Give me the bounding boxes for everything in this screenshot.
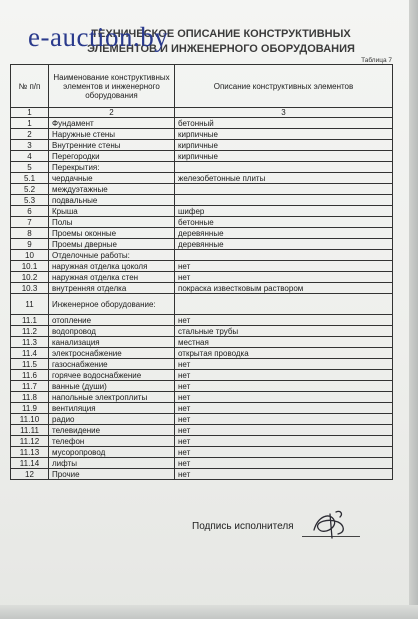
- row-description-cell: покраска известковым раствором: [175, 283, 393, 294]
- row-description-cell: железобетонные плиты: [175, 173, 393, 184]
- row-name-cell: отопление: [49, 315, 175, 326]
- row-number-cell: 5.2: [11, 184, 49, 195]
- row-number-cell: 8: [11, 228, 49, 239]
- row-number-cell: 10.3: [11, 283, 49, 294]
- row-description-cell: нет: [175, 370, 393, 381]
- row-number-cell: 11.5: [11, 359, 49, 370]
- row-name-cell: газоснабжение: [49, 359, 175, 370]
- table-row: [11, 337, 393, 348]
- row-number-cell: 11.14: [11, 458, 49, 469]
- table-row: [11, 184, 393, 195]
- row-name-cell: подвальные: [49, 195, 175, 206]
- table-row: [11, 217, 393, 228]
- table-row: [11, 272, 393, 283]
- row-number-cell: 10.2: [11, 272, 49, 283]
- row-description-cell: нет: [175, 469, 393, 480]
- row-description-cell: [175, 294, 393, 315]
- row-number-cell: 3: [11, 140, 49, 151]
- row-number-cell: 11.7: [11, 381, 49, 392]
- table-row: [11, 326, 393, 337]
- row-number-cell: 9: [11, 239, 49, 250]
- table-row: [11, 206, 393, 217]
- row-number-cell: 2: [11, 129, 49, 140]
- row-name-cell: междуэтажные: [49, 184, 175, 195]
- row-name-cell: Инженерное оборудование:: [49, 294, 175, 315]
- row-description-cell: местная: [175, 337, 393, 348]
- row-name-cell: Внутренние стены: [49, 140, 175, 151]
- row-number-cell: 11.3: [11, 337, 49, 348]
- table-row: [11, 315, 393, 326]
- table-row: [11, 294, 393, 315]
- table-row: [11, 447, 393, 458]
- row-number-cell: 5.1: [11, 173, 49, 184]
- row-number-cell: 11.12: [11, 436, 49, 447]
- row-name-cell: водопровод: [49, 326, 175, 337]
- row-description-cell: нет: [175, 359, 393, 370]
- row-description-cell: нет: [175, 403, 393, 414]
- title-line-1: ТЕХНИЧЕСКОЕ ОПИСАНИЕ КОНСТРУКТИВНЫХ: [91, 28, 351, 40]
- table-row: [11, 228, 393, 239]
- row-description-cell: нет: [175, 447, 393, 458]
- row-name-cell: Перегородки: [49, 151, 175, 162]
- page-edge-right: [409, 0, 418, 619]
- row-name-cell: телевидение: [49, 425, 175, 436]
- table-row: [11, 359, 393, 370]
- row-description-cell: нет: [175, 392, 393, 403]
- row-number-cell: 1: [11, 118, 49, 129]
- row-name-cell: ванные (души): [49, 381, 175, 392]
- row-description-cell: кирпичные: [175, 129, 393, 140]
- table-index-row: [11, 108, 393, 118]
- row-number-cell: 11.1: [11, 315, 49, 326]
- row-name-cell: Полы: [49, 217, 175, 228]
- row-number-cell: 4: [11, 151, 49, 162]
- table-row: [11, 414, 393, 425]
- table-row: [11, 469, 393, 480]
- row-description-cell: нет: [175, 381, 393, 392]
- signature-label: Подпись исполнителя: [192, 521, 294, 532]
- row-number-cell: 11.13: [11, 447, 49, 458]
- row-name-cell: Наружные стены: [49, 129, 175, 140]
- row-name-cell: Фундамент: [49, 118, 175, 129]
- watermark: e-auction.by: [28, 22, 169, 52]
- row-description-cell: [175, 162, 393, 173]
- table-row: [11, 195, 393, 206]
- table-number: Таблица 7: [361, 57, 392, 64]
- row-name-cell: напольные электроплиты: [49, 392, 175, 403]
- title-line-2: ЭЛЕМЕНТОВ И ИНЖЕНЕРНОГО ОБОРУДОВАНИЯ: [87, 43, 355, 55]
- row-name-cell: Проемы оконные: [49, 228, 175, 239]
- header-element-name: Наименование конструктивных элементов и инженерного оборудования: [49, 65, 175, 108]
- row-name-cell: Прочие: [49, 469, 175, 480]
- row-description-cell: кирпичные: [175, 151, 393, 162]
- row-description-cell: стальные трубы: [175, 326, 393, 337]
- index-cell: 1: [11, 108, 49, 118]
- row-number-cell: 11.10: [11, 414, 49, 425]
- index-cell: 2: [49, 108, 175, 118]
- table-header-row: [11, 65, 393, 108]
- row-description-cell: шифер: [175, 206, 393, 217]
- row-name-cell: горячее водоснабжение: [49, 370, 175, 381]
- row-description-cell: нет: [175, 261, 393, 272]
- row-description-cell: нет: [175, 272, 393, 283]
- row-number-cell: 7: [11, 217, 49, 228]
- table-row: [11, 458, 393, 469]
- row-number-cell: 5: [11, 162, 49, 173]
- table-row: [11, 250, 393, 261]
- table-row: [11, 425, 393, 436]
- row-number-cell: 11.8: [11, 392, 49, 403]
- table-row: [11, 370, 393, 381]
- row-name-cell: Крыша: [49, 206, 175, 217]
- table-row: [11, 283, 393, 294]
- table-row: [11, 129, 393, 140]
- table-row: [11, 403, 393, 414]
- row-number-cell: 5.3: [11, 195, 49, 206]
- table-row: [11, 392, 393, 403]
- row-description-cell: [175, 184, 393, 195]
- row-name-cell: наружная отделка цоколя: [49, 261, 175, 272]
- handwritten-signature: [308, 508, 352, 542]
- table-row: [11, 239, 393, 250]
- row-number-cell: 11.11: [11, 425, 49, 436]
- table-row: [11, 118, 393, 129]
- table-row: [11, 381, 393, 392]
- row-name-cell: вентиляция: [49, 403, 175, 414]
- table-row: [11, 162, 393, 173]
- row-number-cell: 11: [11, 294, 49, 315]
- table-row: [11, 348, 393, 359]
- row-number-cell: 11.6: [11, 370, 49, 381]
- row-name-cell: канализация: [49, 337, 175, 348]
- table-row: [11, 151, 393, 162]
- index-cell: 3: [175, 108, 393, 118]
- row-name-cell: мусоропровод: [49, 447, 175, 458]
- page-edge-bottom: [0, 605, 418, 619]
- row-description-cell: кирпичные: [175, 140, 393, 151]
- row-description-cell: бетонный: [175, 118, 393, 129]
- table-row: [11, 436, 393, 447]
- row-number-cell: 6: [11, 206, 49, 217]
- row-description-cell: [175, 195, 393, 206]
- row-description-cell: нет: [175, 458, 393, 469]
- row-description-cell: [175, 250, 393, 261]
- row-number-cell: 11.4: [11, 348, 49, 359]
- description-table: [10, 64, 393, 480]
- row-description-cell: нет: [175, 414, 393, 425]
- row-name-cell: лифты: [49, 458, 175, 469]
- row-name-cell: электроснабжение: [49, 348, 175, 359]
- table-row: [11, 173, 393, 184]
- row-name-cell: Проемы дверные: [49, 239, 175, 250]
- row-name-cell: Перекрытия:: [49, 162, 175, 173]
- row-name-cell: наружная отделка стен: [49, 272, 175, 283]
- header-number: № п/п: [11, 65, 49, 108]
- row-number-cell: 12: [11, 469, 49, 480]
- row-description-cell: открытая проводка: [175, 348, 393, 359]
- row-name-cell: радио: [49, 414, 175, 425]
- row-description-cell: нет: [175, 425, 393, 436]
- row-description-cell: деревянные: [175, 228, 393, 239]
- row-description-cell: деревянные: [175, 239, 393, 250]
- table-row: [11, 140, 393, 151]
- row-name-cell: Отделочные работы:: [49, 250, 175, 261]
- row-description-cell: нет: [175, 436, 393, 447]
- row-name-cell: внутренняя отделка: [49, 283, 175, 294]
- table-row: [11, 261, 393, 272]
- header-description: Описание конструктивных элементов: [175, 65, 393, 108]
- row-name-cell: чердачные: [49, 173, 175, 184]
- row-number-cell: 10: [11, 250, 49, 261]
- row-number-cell: 11.2: [11, 326, 49, 337]
- row-name-cell: телефон: [49, 436, 175, 447]
- row-number-cell: 10.1: [11, 261, 49, 272]
- row-description-cell: бетонные: [175, 217, 393, 228]
- row-number-cell: 11.9: [11, 403, 49, 414]
- row-description-cell: нет: [175, 315, 393, 326]
